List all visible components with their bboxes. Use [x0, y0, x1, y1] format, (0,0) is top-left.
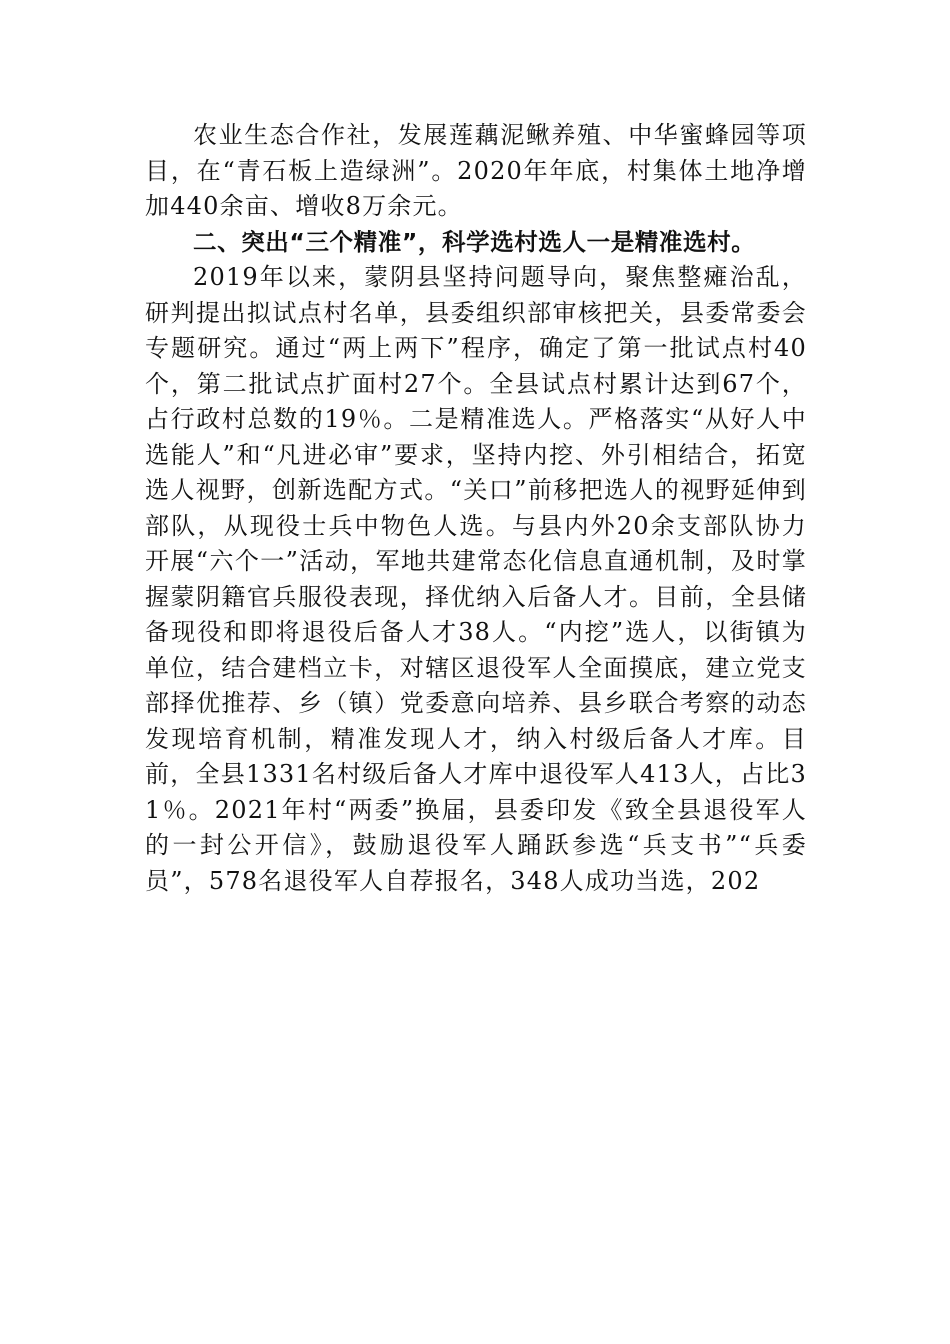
- paragraph-selection: 2019年以来，蒙阴县坚持问题导向，聚焦整瘫治乱，研判提出拟试点村名单，县委组织部审核把关，县委常委会专题研究。通过“两上两下”程序，确定了第一批试点村40个，第二批试点扩面村27个。全县试点村累计达到67个，占行政村总数的19％。二是精准选人。严格落实“从好人中选能人”和“凡进必审”要求，坚持内挖、外引相结合，拓宽选人视野，创新选配方式。“关口”前移把选人的视野延伸到部队，从现役士兵中物色人选。与县内外20余支部队协力开展“六个一”活动，军地共建常态化信息直通机制，及时掌握蒙阴籍官兵服役表现，择优纳入后备人才。目前，全县储备现役和即将退役后备人才38人。“内挖”选人，以街镇为单位，结合建档立卡，对辖区退役军人全面摸底，建立党支部择优推荐、乡（镇）党委意向培养、县乡联合考察的动态发现培育机制，精准发现人才，纳入村级后备人才库。目前，全县1331名村级后备人才库中退役军人413人，占比31％。2021年村“两委”换届，县委印发《致全县退役军人的一封公开信》，鼓励退役军人踊跃参选“兵支书”“兵委员”，578名退役军人自荐报名，348人成功当选，202: [145, 263, 807, 895]
- paragraph-cooperative: 农业生态合作社，发展莲藕泥鳅养殖、中华蜜蜂园等项目，在“青石板上造绿洲”。2020年年底，村集体土地净增加440余亩、增收8万余元。: [145, 121, 807, 220]
- section-heading: 二、突出“三个精准”，科学选村选人一是精准选村。: [193, 227, 756, 256]
- document-body: [145, 118, 807, 899]
